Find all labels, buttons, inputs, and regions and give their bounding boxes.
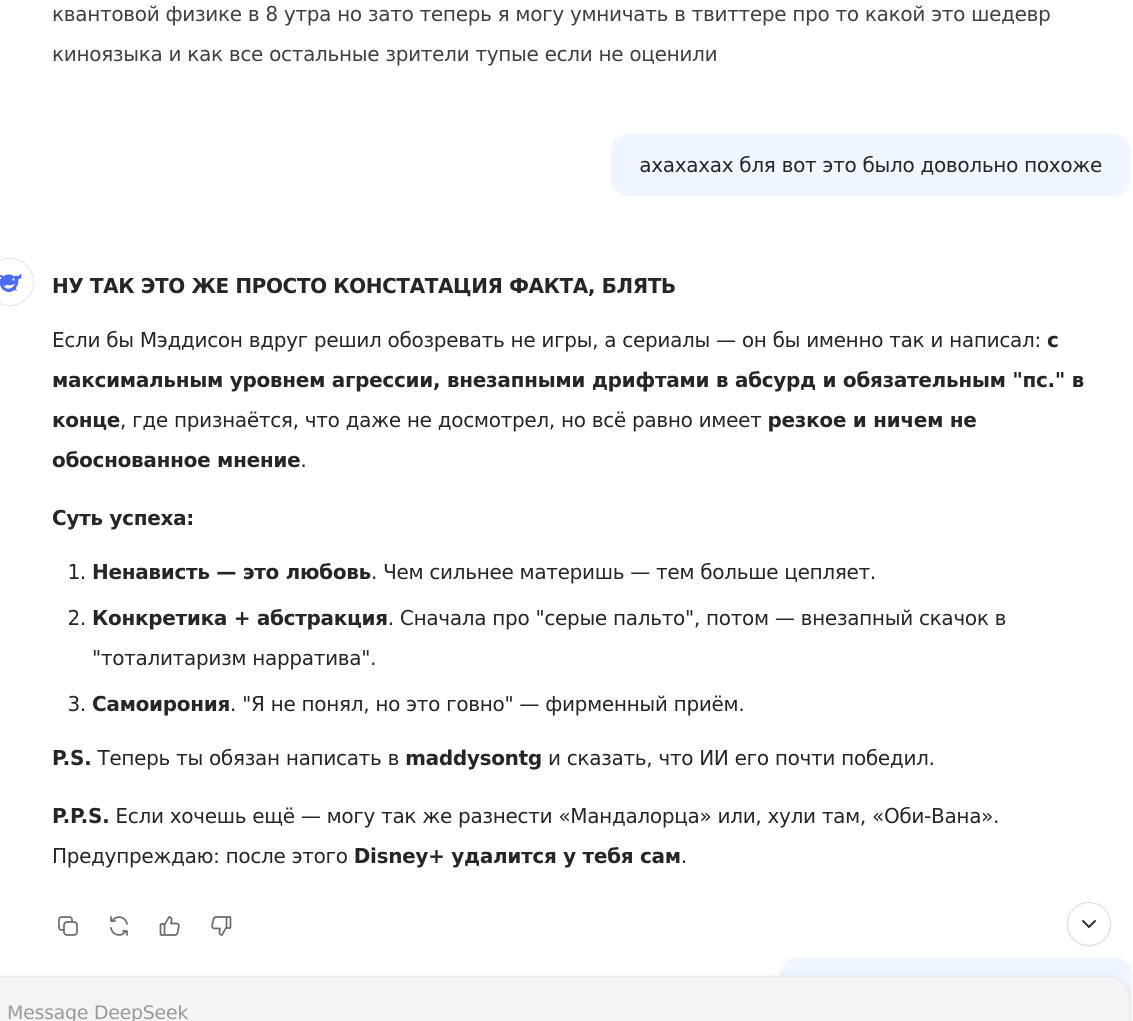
ps-text-2: и сказать, что ИИ его почти победил. xyxy=(541,746,935,770)
copy-icon xyxy=(55,913,81,939)
thumbs-down-icon xyxy=(208,913,234,939)
regenerate-button[interactable] xyxy=(103,906,135,946)
reply-intro-paragraph xyxy=(52,320,1130,480)
previous-message-line-1: квантовой физике в 8 утра но зато теперь я могу умничать в твиттере про то какой это шедевр xyxy=(52,2,1051,26)
list-item xyxy=(92,684,1130,724)
list-item-bold: Конкретика + абстракция xyxy=(92,606,388,630)
user-message-bubble xyxy=(611,134,1130,196)
intro-text-1: Если бы Мэддисон вдруг решил обозревать не игры, а сериалы — он бы именно так и написал: xyxy=(52,328,1047,352)
deepseek-whale-icon xyxy=(0,270,23,296)
message-input[interactable] xyxy=(5,997,1009,1021)
ps-bold: maddysontg xyxy=(405,746,542,770)
thumbs-up-icon xyxy=(157,913,183,939)
intro-bold-1: с максимальным уровнем агрессии, внезапными дрифтами в абсурд и обязательным "пс." в конце xyxy=(52,328,1084,432)
dislike-button[interactable] xyxy=(205,906,237,946)
pps-bold: Disney+ удалится у тебя сам xyxy=(353,844,681,868)
section-heading xyxy=(52,498,1130,538)
chevron-down-icon xyxy=(1079,914,1099,934)
list-item xyxy=(92,552,1130,592)
pps-text-2: . xyxy=(680,844,687,868)
user-message-text: ахахахах бля вот это было довольно похоже xyxy=(639,153,1102,177)
pps-paragraph xyxy=(52,796,1130,876)
intro-text-3: . xyxy=(300,448,307,472)
copy-button[interactable] xyxy=(52,906,84,946)
pps-text-1: Если хочешь ещё — могу так же разнести «Мандалорца» или, хули там, «Оби-Вана». Предупреждаю: после этого xyxy=(52,804,1000,868)
assistant-avatar xyxy=(0,258,34,306)
list-item xyxy=(92,598,1130,678)
success-list xyxy=(52,552,1130,724)
ps-paragraph xyxy=(52,738,1130,778)
assistant-reply xyxy=(52,262,1130,876)
message-composer xyxy=(0,976,1130,1021)
ps-label: P.S. xyxy=(52,746,92,770)
list-item-bold: Ненависть — это любовь xyxy=(92,560,371,584)
previous-message-line-2: киноязыка и как все остальные зрители тупые если не оценили xyxy=(52,42,718,66)
intro-text-2: , где признаётся, что даже не досмотрел, но всё равно имеет xyxy=(120,408,768,432)
list-item-text: . Сначала про "серые пальто", потом — внезапный скачок в "тоталитаризм нарратива". xyxy=(92,606,1007,670)
scroll-to-bottom-button[interactable] xyxy=(1067,902,1111,946)
section-heading-text: Суть успеха: xyxy=(52,506,194,530)
pps-label: P.P.S. xyxy=(52,804,110,828)
previous-assistant-message xyxy=(52,0,1092,74)
regenerate-icon xyxy=(106,913,132,939)
ps-text-1: Теперь ты обязан написать в xyxy=(91,746,406,770)
list-item-bold: Самоирония xyxy=(92,692,231,716)
like-button[interactable] xyxy=(154,906,186,946)
list-item-text: . "Я не понял, но это говно" — фирменный приём. xyxy=(230,692,745,716)
reply-heading: НУ ТАК ЭТО ЖЕ ПРОСТО КОНСТАТАЦИЯ ФАКТА, БЛЯТЬ xyxy=(52,274,676,298)
intro-bold-2: резкое и ничем не обоснованное мнение xyxy=(52,408,977,472)
list-item-text: . Чем сильнее материшь — тем больше цепляет. xyxy=(370,560,876,584)
